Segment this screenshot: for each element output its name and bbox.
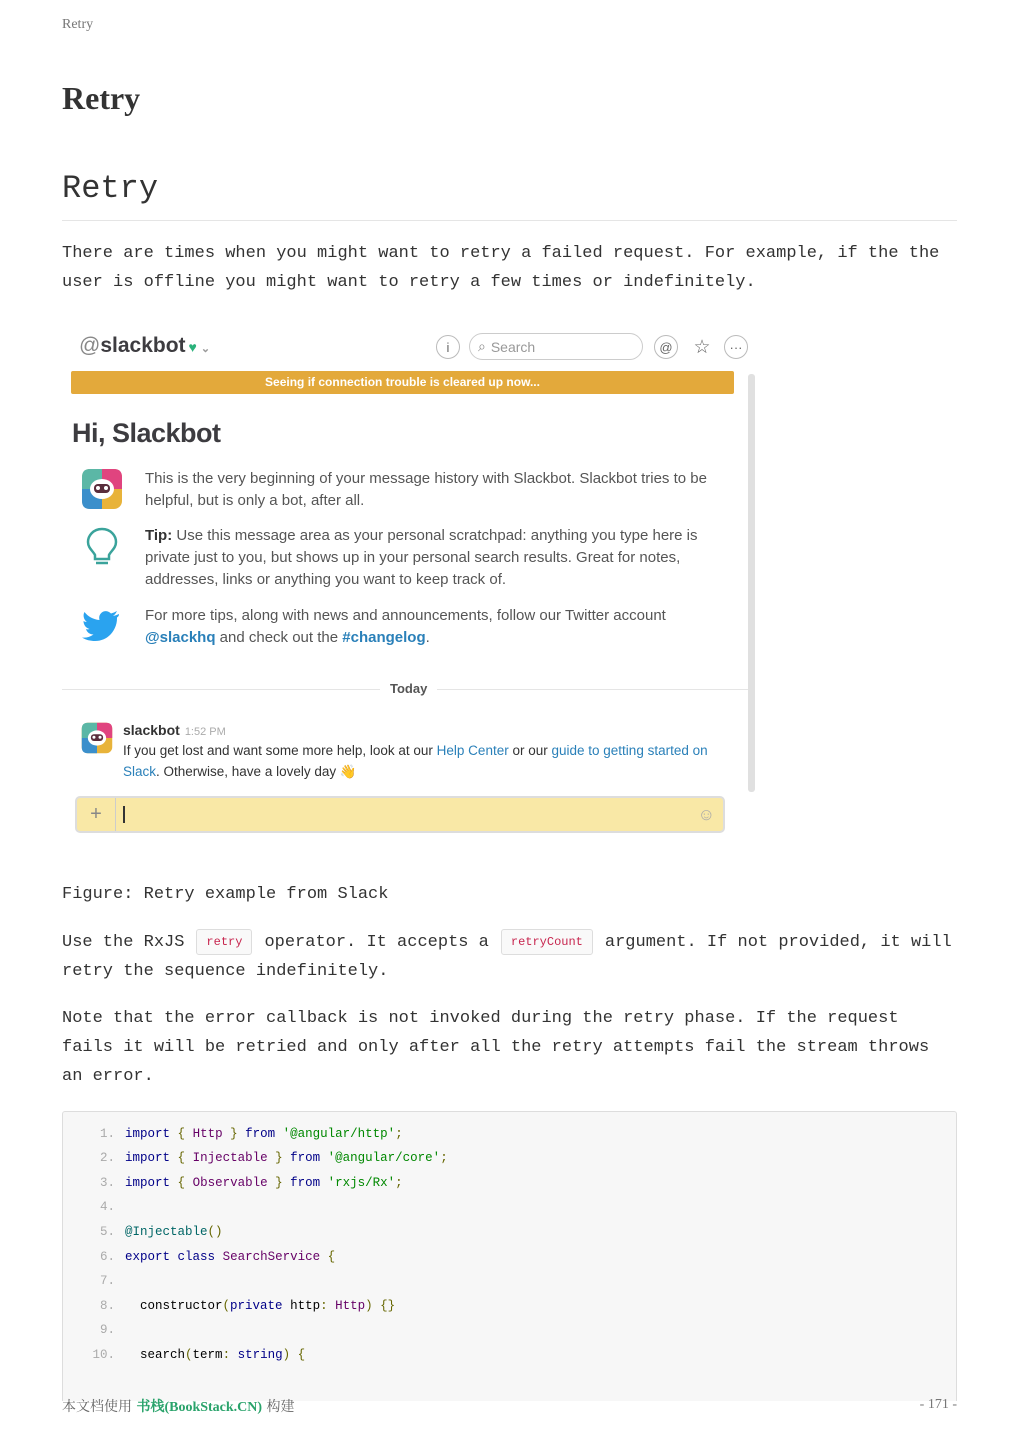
code-text: import { Observable } from 'rxjs/Rx'; [125,1176,403,1190]
slack-figure [62,322,762,852]
code-text: import { Injectable } from '@angular/core'; [125,1151,448,1165]
document-title: Retry [62,80,141,116]
message-author: slackbot 1:52 PM [123,722,226,738]
channel-handle: @slackbot ♥ ⌄ [79,334,211,357]
inline-code-retrycount: retryCount [501,929,593,955]
more-icon: ··· [724,335,748,359]
figure-caption: Figure: Retry example from Slack [62,885,389,904]
code-block: 1. import { Http } from '@angular/http'; 2. import { Injectable } from '@angular/core'; 3. import { Observable } from 'rxjs/Rx'; 4. 5. @Injectable() 6. export class SearchService { 7. 8. constructor(private http: Http) {} 9. 10. search(term: string) { [62,1111,957,1401]
note-paragraph: Note that the error callback is not invoked during the retry phase. If the request fails it will be retried and only after all the retry attempts fail the stream throws an error. [62,1009,930,1086]
greeting-heading: Hi, Slackbot [72,418,221,448]
footer-credit: 本文档使用 书栈(BookStack.CN) 构建 [62,1399,295,1415]
bookstack-link[interactable]: 书栈(BookStack.CN) [136,1400,263,1415]
today-label: Today [380,681,437,696]
page-number: - 171 - [919,1397,957,1412]
chevron-down-icon: ⌄ [200,343,211,355]
star-icon: ☆ [693,336,711,358]
retry-paragraph: Use the RxJS retry operator. It accepts a retryCount argument. If not provided, it will retry the sequence indefinitely. [62,928,957,986]
code-text: import { Http } from '@angular/http'; [125,1127,403,1141]
changelog-link: #changelog [342,629,426,646]
slackbot-avatar-icon [81,468,123,510]
getting-started-link: guide to getting started on Slack [123,743,708,779]
twitter-bird-icon [81,605,123,647]
section-heading: Retry [62,170,159,207]
code-text: constructor(private http: Http) {} [140,1299,396,1313]
search-icon: ⌕ [478,338,486,354]
code-text: export class SearchService { [125,1250,336,1264]
wave-emoji-icon: 👋 [339,764,357,779]
section-divider [62,220,957,221]
mention-icon: @ [654,335,678,359]
message-time: 1:52 PM [184,726,226,738]
running-header: Retry [62,17,94,32]
message-avatar-icon [81,722,113,754]
scrollbar [748,374,755,792]
text-cursor [123,806,125,823]
tip-text: Tip: Use this message area as your personal scratchpad: anything you type here is private just to you, but shows up in your personal search results. Great for notes, addresses, links or anything you want to keep track of. [145,527,698,588]
message-composer [75,796,725,833]
plus-icon: + [77,798,116,831]
code-text: @Injectable() [125,1225,223,1239]
info-icon: i [436,335,460,359]
connection-banner: Seeing if connection trouble is cleared up now... [71,371,734,394]
help-center-link: Help Center [436,743,509,758]
lightbulb-icon [81,525,123,567]
message-text: If you get lost and want some more help, look at our Help Center or our guide to getting started on Slack. Otherwise, have a lovely day 👋 [123,743,708,779]
search-input: ⌕ Search [469,333,643,360]
inline-code-retry: retry [196,929,252,955]
intro-paragraph: There are times when you might want to retry a failed request. For example, if the the user is offline you might want to retry a few times or indefinitely. [62,244,940,292]
intro-history-text: This is the very beginning of your message history with Slackbot. Slackbot tries to be helpful, but is only a bot, after all. [145,470,707,509]
twitter-text: For more tips, along with news and announcements, follow our Twitter account @slackhq and check out the #changelog. [145,607,666,646]
heart-icon: ♥ [188,339,197,355]
smiley-icon: ☺ [697,805,715,824]
slackhq-link: @slackhq [145,629,216,646]
page [62,0,957,1440]
code-text: search(term: string) { [140,1348,306,1362]
